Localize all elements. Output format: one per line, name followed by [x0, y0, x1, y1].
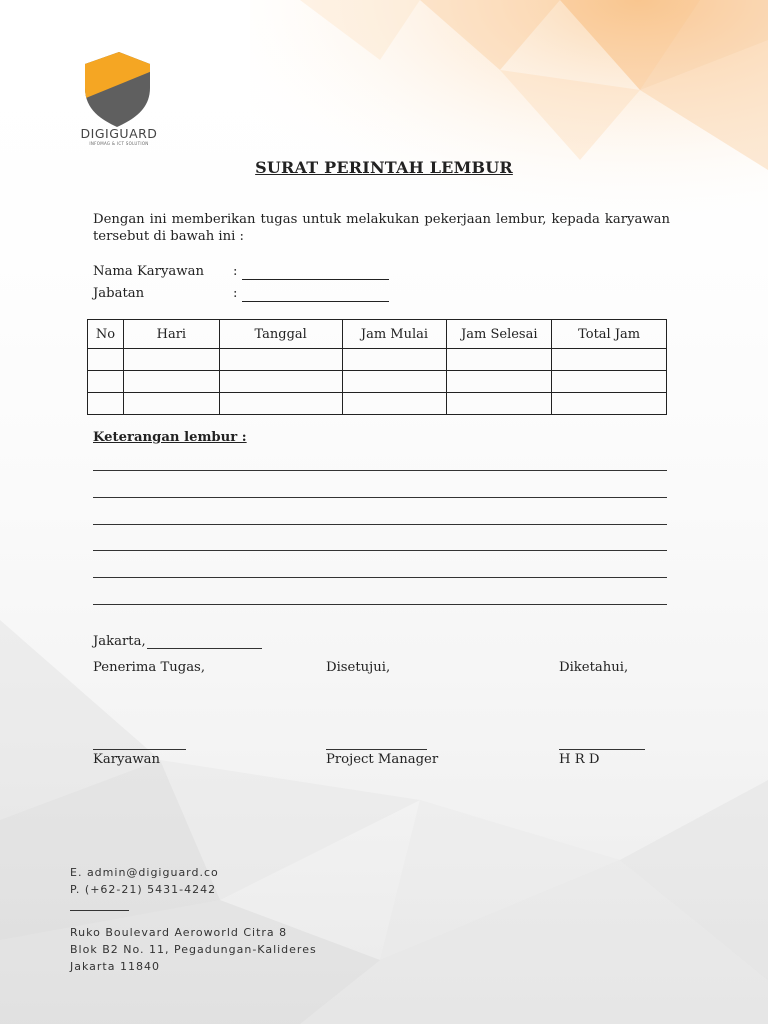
- signature-role-hrd: H R D: [559, 752, 600, 767]
- table-cell: [123, 349, 219, 371]
- signature-heading-penerima: Penerima Tugas,: [93, 660, 206, 675]
- field-label: Jabatan: [93, 286, 145, 301]
- field-label: Nama Karyawan: [93, 264, 204, 279]
- header-tanggal: Tanggal: [219, 320, 342, 349]
- header-total-jam: Total Jam: [552, 320, 667, 349]
- company-tagline: INFOMAG & ICT SOLUTION: [89, 141, 149, 146]
- table-cell: [342, 349, 447, 371]
- table-cell: [552, 371, 667, 393]
- keterangan-line: [93, 470, 667, 471]
- keterangan-line: [93, 550, 667, 551]
- footer-address-line: Blok B2 No. 11, Pegadungan-Kalideres: [70, 943, 317, 956]
- header-no: No: [88, 320, 124, 349]
- intro-paragraph: Dengan ini memberikan tugas untuk melakukan pekerjaan lembur, kepada karyawan tersebut di bawah ini :: [93, 212, 670, 244]
- field-separator: :: [233, 286, 238, 301]
- keterangan-line: [93, 604, 667, 605]
- table-cell: [88, 393, 124, 415]
- table-cell: [447, 349, 552, 371]
- table-cell: [447, 371, 552, 393]
- keterangan-label: Keterangan lembur :: [93, 430, 247, 445]
- signature-line: [93, 749, 186, 750]
- table-cell: [219, 371, 342, 393]
- company-logo: [64, 52, 174, 152]
- signature-role-project-manager: Project Manager: [326, 752, 439, 767]
- table-cell: [447, 393, 552, 415]
- table-cell: [219, 393, 342, 415]
- footer-divider: [70, 910, 129, 911]
- shield-icon: [64, 52, 174, 127]
- header-hari: Hari: [123, 320, 219, 349]
- table-row: [88, 349, 667, 371]
- place-label: Jakarta,: [93, 634, 146, 649]
- table-row: [88, 371, 667, 393]
- table-cell: [342, 393, 447, 415]
- table-header-row: [88, 320, 667, 349]
- table-cell: [342, 371, 447, 393]
- table-cell: [219, 349, 342, 371]
- company-name: DIGIGUARD: [80, 126, 158, 141]
- signature-line: [559, 749, 645, 750]
- field-separator: :: [233, 264, 238, 279]
- keterangan-line: [93, 524, 667, 525]
- keterangan-line: [93, 497, 667, 498]
- footer-address-line: Jakarta 11840: [70, 960, 160, 973]
- table-cell: [123, 371, 219, 393]
- table-cell: [88, 371, 124, 393]
- table-cell: [88, 349, 124, 371]
- place-date: [93, 634, 146, 649]
- table-cell: [552, 393, 667, 415]
- nama-karyawan-blank: [242, 279, 389, 280]
- keterangan-line: [93, 577, 667, 578]
- overtime-table: [87, 319, 667, 415]
- table-cell: [552, 349, 667, 371]
- header-jam-mulai: Jam Mulai: [342, 320, 447, 349]
- page-title: SURAT PERINTAH LEMBUR: [255, 158, 513, 177]
- signature-line: [326, 749, 427, 750]
- jabatan-blank: [242, 301, 389, 302]
- table-cell: [123, 393, 219, 415]
- date-blank: [147, 648, 262, 649]
- table-row: [88, 393, 667, 415]
- footer-email: E. admin@digiguard.co: [70, 866, 219, 879]
- footer-address-line: Ruko Boulevard Aeroworld Citra 8: [70, 926, 288, 939]
- header-jam-selesai: Jam Selesai: [447, 320, 552, 349]
- signature-heading-disetujui: Disetujui,: [326, 660, 391, 675]
- signature-heading-diketahui: Diketahui,: [559, 660, 629, 675]
- footer-phone: P. (+62-21) 5431-4242: [70, 883, 217, 896]
- signature-role-karyawan: Karyawan: [93, 752, 160, 767]
